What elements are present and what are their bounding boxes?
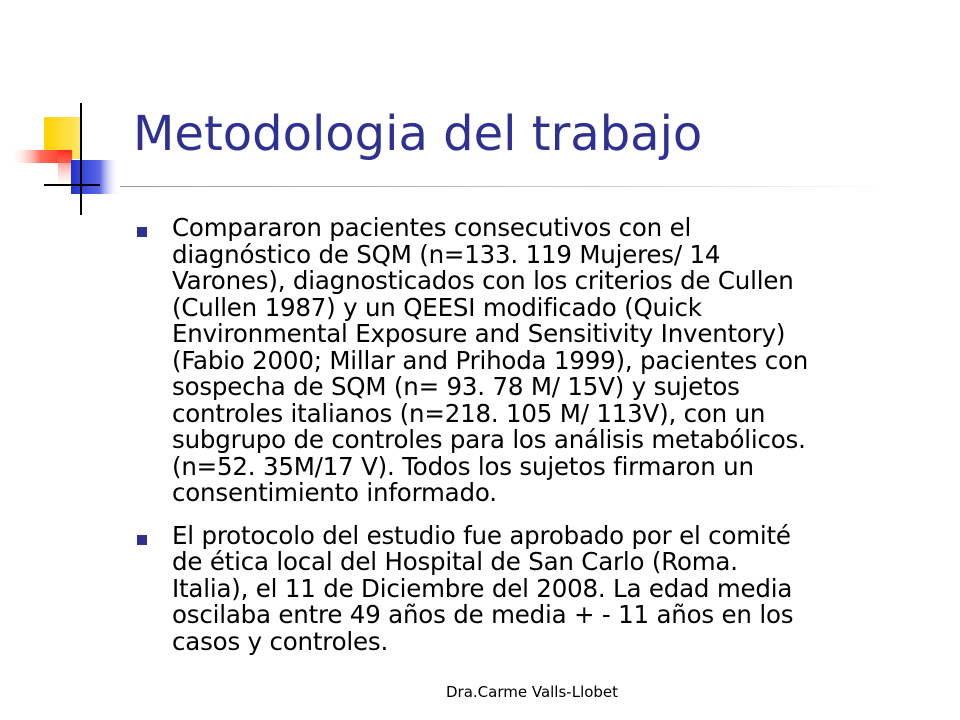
bullet-item <box>133 215 933 507</box>
bullet-text: El protocolo del estudio fue aprobado por el comité de ética local del Hospital de San Carlo (Roma. Italia), el 11 de Diciembre del 2008. La edad media oscilaba entre 49 años de media + - 11 años en los casos y controles. <box>172 520 794 656</box>
slide-title: Metodologia del trabajo <box>133 106 703 162</box>
title-divider <box>120 186 890 187</box>
bullet-text: Compararon pacientes consecutivos con el diagnóstico de SQM (n=133. 119 Mujeres/ 14 Varones), diagnosticados con los criterios de Cullen (Cullen 1987) y un QEESI modificado (Quick Environmental Exposure and Sensitivity Inventory) (Fabio 2000; Millar and Prihoda 1999), pacientes con sospecha de SQM (n= 93. 78 M/ 15V) y sujetos controles italianos (n=218. 105 M/ 113V), con un subgrupo de controles para los análisis metabólicos. (n=52. 35M/17 V). Todos los sujetos firmaron un consentimiento informado. <box>172 213 809 507</box>
bullet-list <box>133 215 933 671</box>
corner-ornament-icon <box>0 0 140 230</box>
bullet-item <box>133 520 933 656</box>
square-bullet-icon <box>137 227 147 237</box>
footer-author: Dra.Carme Valls-Llobet <box>446 683 619 701</box>
square-bullet-icon <box>137 535 147 545</box>
